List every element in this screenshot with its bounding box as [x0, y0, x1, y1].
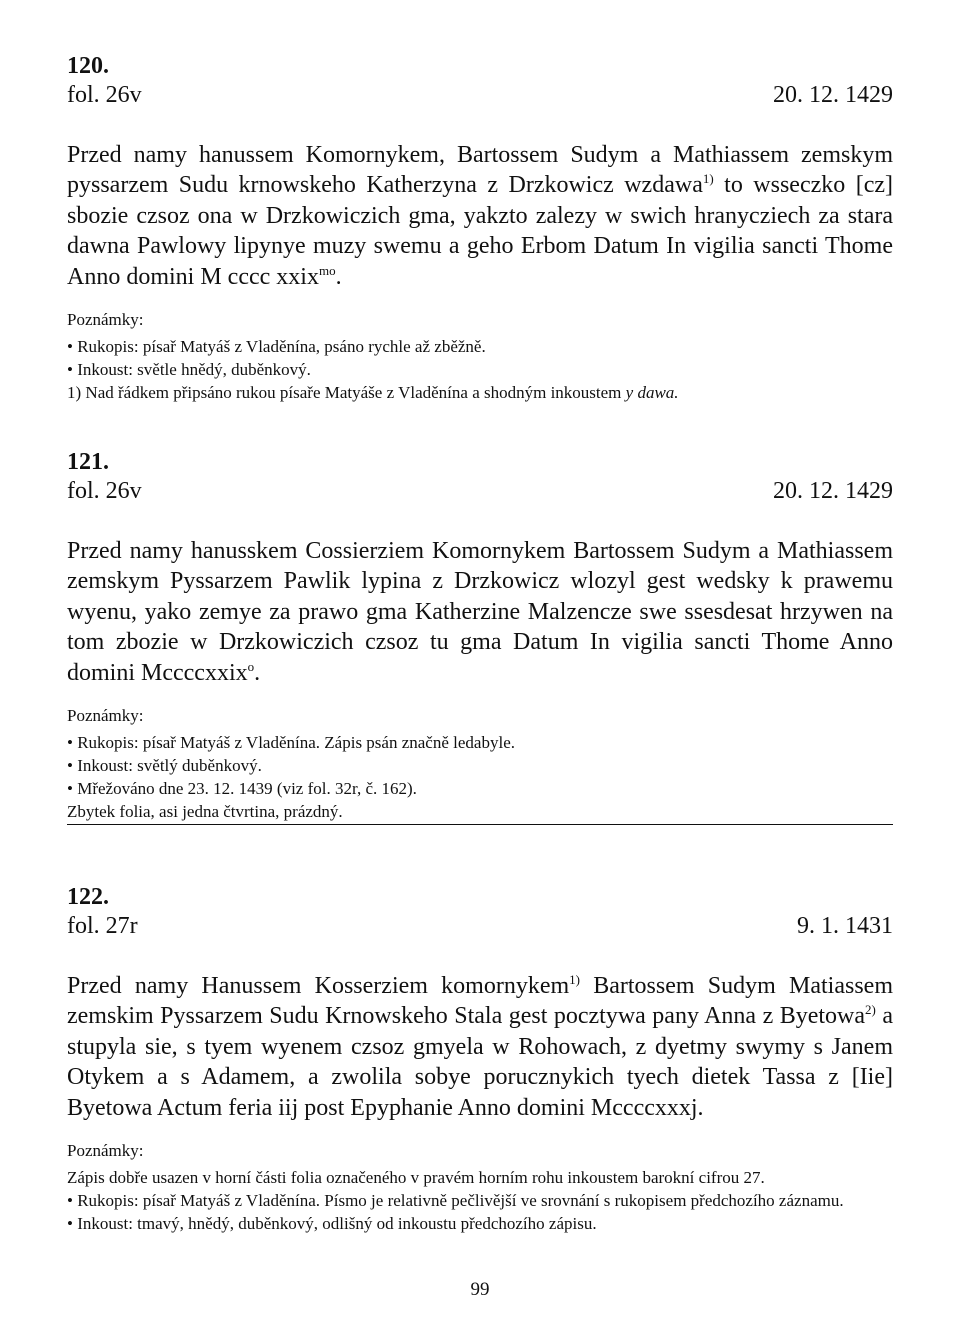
document-page — [67, 52, 893, 1235]
entry-122 — [67, 883, 893, 1235]
entry-text-part: Przed namy Hanussem Kosserziem komornykem — [67, 973, 570, 1000]
entry-date: 9. 1. 1431 — [797, 913, 893, 940]
note-line: Zápis dobře usazen v horní části folia označeného v pravém horním rohu inkoustem barokní cifrou 27. — [67, 1168, 765, 1188]
notes-block — [67, 1139, 893, 1235]
entry-text-part: Przed namy hanusskem Cossierziem Komornykem Bartossem Sudym a Mathiassem zemskym Pyssarzem Pawlik lypina z Drzkowicz wlozyl gest wedsky k prawemu wyenu, yako zemye za prawo gma Katherzine Malzencze swe ssesdesat hrzywen na tom zbozie w Drzkowiczich czsoz tu gma Datum In vigilia sancti Thome Anno domini Mccccxxix — [67, 538, 893, 686]
folio-reference: fol. 27r — [67, 913, 138, 940]
note-line: • Rukopis: písař Matyáš z Vladěnína, psáno rychle až zběžně. — [67, 337, 486, 357]
folio-date-row — [67, 80, 893, 110]
folio-reference: fol. 26v — [67, 82, 142, 108]
superscript: mo — [318, 262, 336, 278]
note-line: • Inkoust: světle hnědý, duběnkový. — [67, 360, 311, 380]
entry-text — [67, 536, 893, 688]
notes-block — [67, 704, 893, 823]
section-divider — [67, 824, 893, 825]
notes-label: Poznámky: — [67, 1141, 144, 1161]
folio-reference: fol. 26v — [67, 478, 142, 505]
note-line: • Inkoust: tmavý, hnědý, duběnkový, odlišný od inkoustu předchozího zápisu. — [67, 1214, 597, 1234]
superscript: o — [247, 658, 255, 674]
entry-text-part: . — [335, 263, 342, 290]
entry-date: 20. 12. 1429 — [773, 478, 893, 505]
footnote-marker: 1) — [569, 972, 580, 988]
entry-number: 122. — [67, 884, 109, 911]
notes-label: Poznámky: — [67, 706, 144, 726]
entry-text-part: . — [254, 659, 261, 686]
footnote — [67, 381, 893, 404]
notes-label: Poznámky: — [67, 310, 144, 330]
note-line: • Mřežováno dne 23. 12. 1439 (viz fol. 32r, č. 162). — [67, 779, 417, 799]
entry-number: 121. — [67, 449, 109, 476]
page-number: 99 — [470, 1279, 490, 1300]
entry-text-part: Bartossem Sudym Matiassem zemskim Pyssarzem Sudu Krnowskeho Stala gest pocztywa pany Anna z Byetowa — [67, 973, 893, 1030]
folio-date-row — [67, 476, 893, 506]
note-line: • Inkoust: světlý duběnkový. — [67, 756, 262, 776]
note-line: • Rukopis: písař Matyáš z Vladěnína. Zápis psán značně ledabyle. — [67, 733, 515, 753]
entry-121 — [67, 448, 893, 825]
folio-date-row — [67, 911, 893, 941]
entry-text — [67, 971, 893, 1123]
entry-text-part: to wsseczko [cz] sbozie czsoz ona w Drzkowiczich gma, yakzto zalezy w swich hranycziech za stara dawna Pawlowy lipynye muzy swemu a geho Erbom Datum In vigilia sancti Thome Anno domini M cccc xxix — [67, 172, 893, 290]
footnote-marker: 2) — [865, 1002, 876, 1018]
entry-text-part: Przed namy hanussem Komornykem, Bartossem Sudym a Mathiassem zemskym pyssarzem Sudu krnowskeho Katherzyna z Drzkowicz wzdawa — [67, 142, 893, 199]
entry-number: 120. — [67, 53, 109, 79]
notes-block — [67, 308, 893, 404]
trailing-note: Zbytek folia, asi jedna čtvrtina, prázdný. — [67, 802, 343, 822]
entry-date: 20. 12. 1429 — [773, 82, 893, 108]
footnote-text: 1) Nad řádkem připsáno rukou písaře Matyáše z Vladěnína a shodným inkoustem — [67, 383, 626, 403]
footnote-marker: 1) — [702, 171, 714, 187]
note-line: • Rukopis: písař Matyáš z Vladěnína. Písmo je relativně pečlivější ve srovnání s rukopisem předchozího záznamu. — [67, 1191, 844, 1211]
entry-text-part: a stupyla sie, s tyem wyenem czsoz gmyela w Rohowach, z dyetmy swymy s Janem Otykem a s Adamem, a zwolila sobye porucznykich tyech dietek Tassa z [Iie] Byetowa Actum feria iij post Epyphanie Anno domini Mccccxxxj. — [67, 1003, 893, 1121]
entry-text — [67, 140, 893, 292]
footnote-italic: y dawa. — [625, 383, 679, 403]
entry-120 — [67, 52, 893, 404]
